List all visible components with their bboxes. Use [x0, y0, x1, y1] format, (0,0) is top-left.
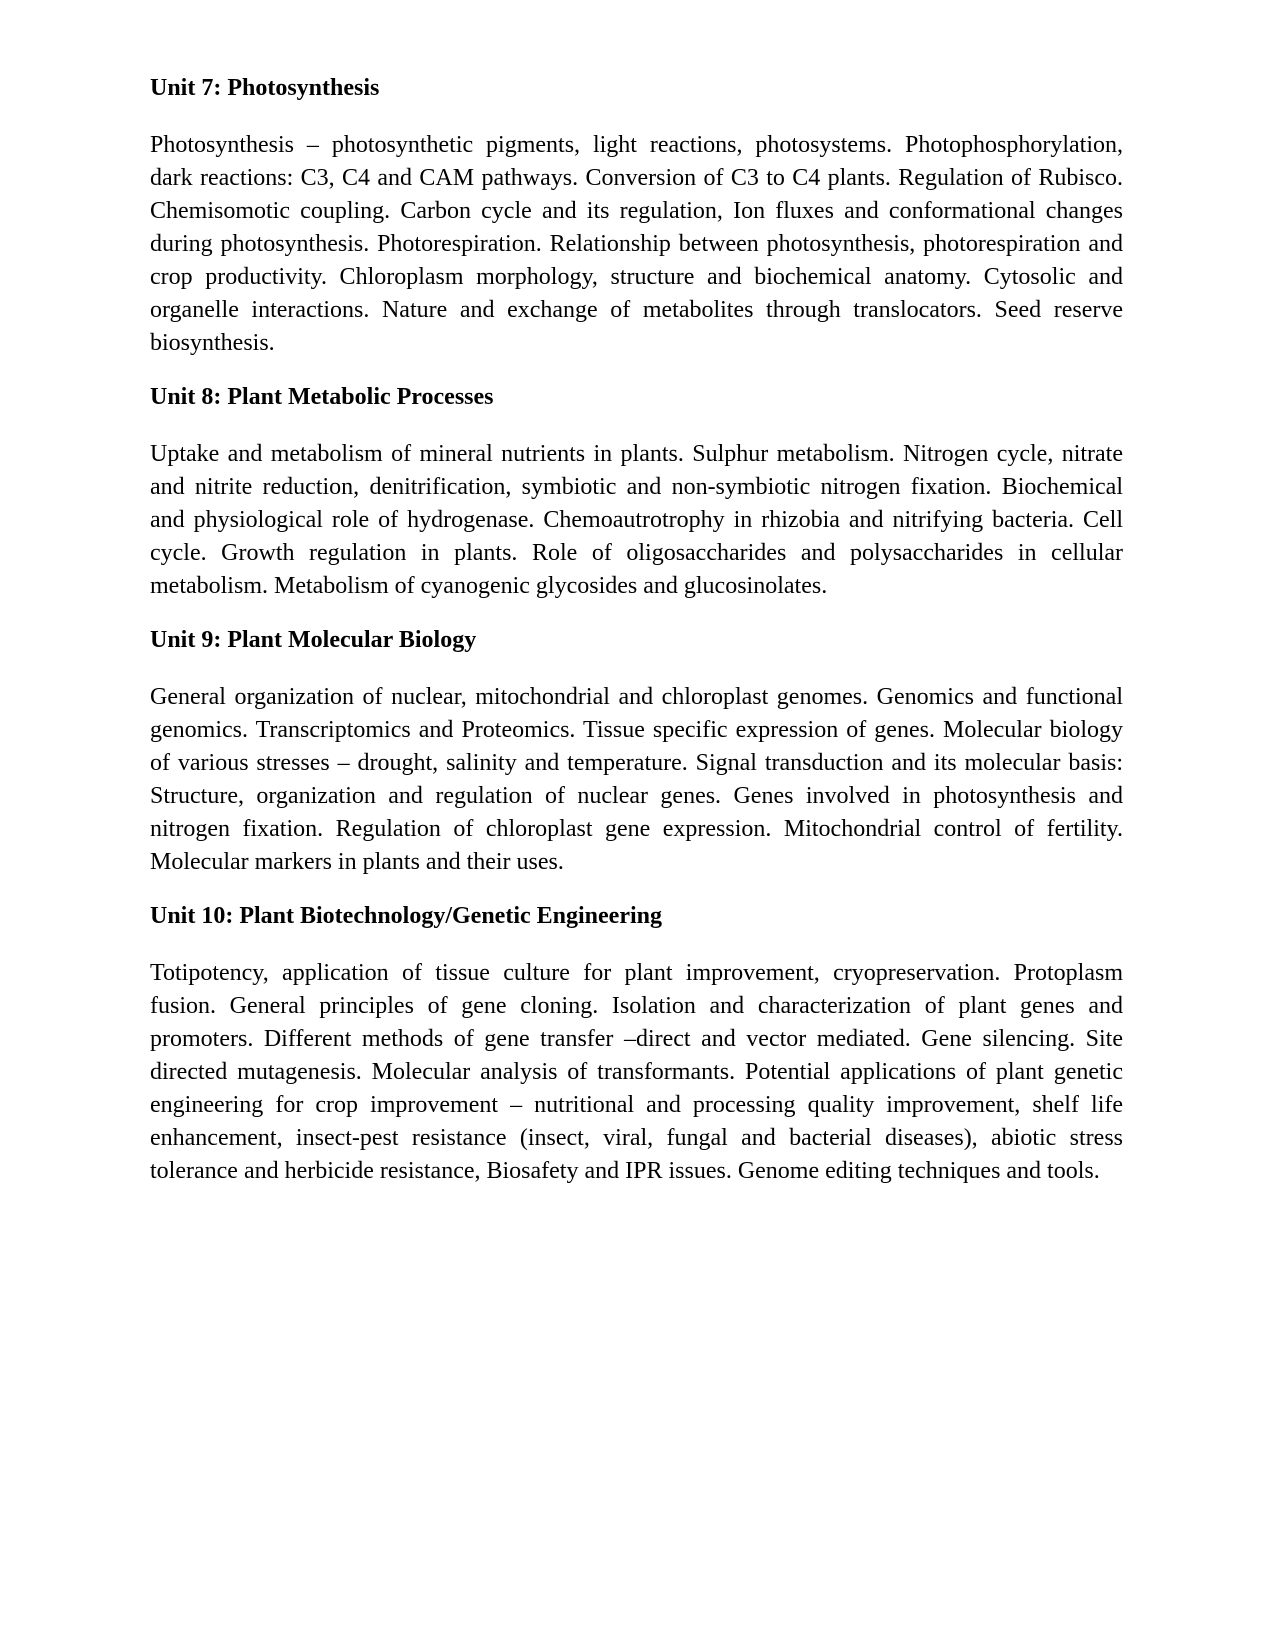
- document-page: [150, 72, 1123, 1209]
- unit-10-heading: Unit 10: Plant Biotechnology/Genetic Engineering: [150, 903, 662, 929]
- unit-10-body: Totipotency, application of tissue culture for plant improvement, cryopreservation. Protoplasm fusion. General principles of gene cloning. Isolation and characterization of plant genes and promoters. Different methods of gene transfer –direct and vector mediated. Gene silencing. Site directed mutagenesis. Molecular analysis of transformants. Potential applications of plant genetic engineering for crop improvement – nutritional and processing quality improvement, shelf life enhancement, insect-pest resistance (insect, viral, fungal and bacterial diseases), abiotic stress tolerance and herbicide resistance, Biosafety and IPR issues. Genome editing techniques and tools.: [150, 960, 1123, 1184]
- unit-8-section: [150, 381, 1123, 603]
- unit-8-body: Uptake and metabolism of mineral nutrients in plants. Sulphur metabolism. Nitrogen cycle, nitrate and nitrite reduction, denitrification, symbiotic and non-symbiotic nitrogen fixation. Biochemical and physiological role of hydrogenase. Chemoautrotrophy in rhizobia and nitrifying bacteria. Cell cycle. Growth regulation in plants. Role of oligosaccharides and polysaccharides in cellular metabolism. Metabolism of cyanogenic glycosides and glucosinolates.: [150, 441, 1123, 599]
- unit-10-section: [150, 900, 1123, 1188]
- unit-9-heading: Unit 9: Plant Molecular Biology: [150, 627, 477, 653]
- unit-9-section: [150, 624, 1123, 879]
- unit-7-heading: Unit 7: Photosynthesis: [150, 75, 380, 101]
- unit-9-body: General organization of nuclear, mitochondrial and chloroplast genomes. Genomics and functional genomics. Transcriptomics and Proteomics. Tissue specific expression of genes. Molecular biology of various stresses – drought, salinity and temperature. Signal transduction and its molecular basis: Structure, organization and regulation of nuclear genes. Genes involved in photosynthesis and nitrogen fixation. Regulation of chloroplast gene expression. Mitochondrial control of fertility. Molecular markers in plants and their uses.: [150, 684, 1123, 875]
- unit-7-section: [150, 72, 1123, 360]
- unit-8-heading: Unit 8: Plant Metabolic Processes: [150, 384, 494, 410]
- unit-7-body: Photosynthesis – photosynthetic pigments, light reactions, photosystems. Photophosphorylation, dark reactions: C3, C4 and CAM pathways. Conversion of C3 to C4 plants. Regulation of Rubisco. Chemisomotic coupling. Carbon cycle and its regulation, Ion fluxes and conformational changes during photosynthesis. Photorespiration. Relationship between photosynthesis, photorespiration and crop productivity. Chloroplasm morphology, structure and biochemical anatomy. Cytosolic and organelle interactions. Nature and exchange of metabolites through translocators. Seed reserve biosynthesis.: [150, 132, 1123, 356]
